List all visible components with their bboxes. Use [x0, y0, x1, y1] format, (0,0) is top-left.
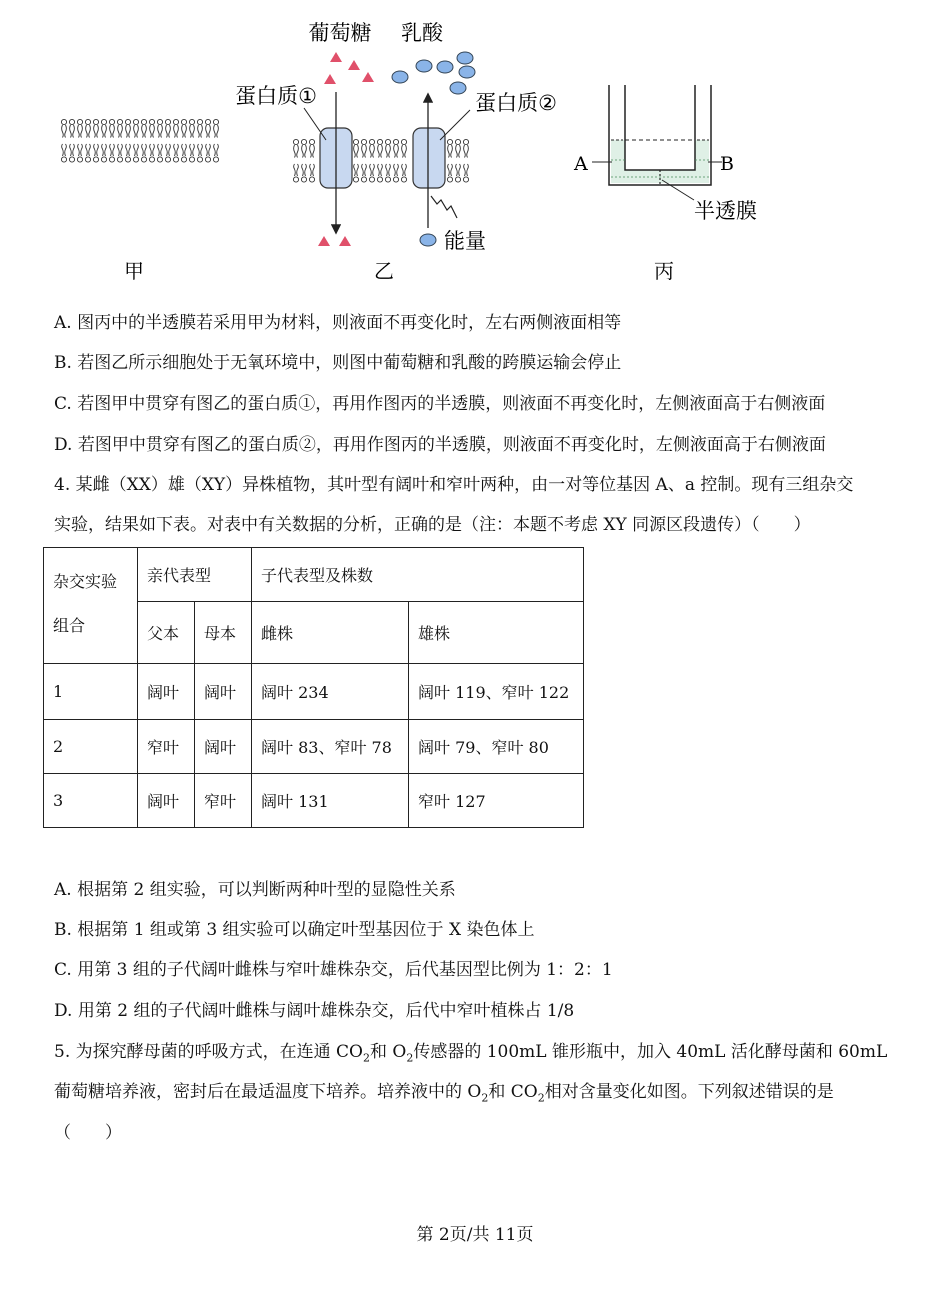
row-female: 阔叶 131 [252, 774, 409, 828]
row-father: 窄叶 [138, 720, 195, 774]
table-parents-header: 亲代表型 [138, 548, 252, 602]
row-mother: 阔叶 [195, 720, 252, 774]
group-header-line2: 组合 [53, 616, 86, 635]
q4-stem-line2: 实验，结果如下表。对表中有关数据的分析，正确的是（注：本题不考虑 XY 同源区段遗传）（ ） [54, 515, 811, 535]
energy-zigzag [431, 196, 457, 218]
side-b-label: B [720, 153, 734, 175]
bilayer-jia [61, 119, 218, 162]
u-tube [592, 85, 722, 200]
q5-stem-line1: 5. 为探究酵母菌的呼吸方式，在连通 $CO_2$和 $O_2$传感器的 100mL 锥形瓶中，加入 40mL 活化酵母菌和 60mL [54, 1042, 888, 1065]
page-footer: 第 2页/共 11页 [416, 1225, 534, 1245]
table-group-header [44, 548, 138, 664]
table-father-header: 父本 [138, 602, 195, 664]
side-a-label: A [574, 153, 588, 175]
q4-stem-line1: 4. 某雌（XX）雄（XY）异株植物，其叶型有阔叶和窄叶两种，由一对等位基因 A、a 控制。现有三组杂交 [54, 475, 854, 495]
row-male: 窄叶 127 [409, 774, 584, 828]
protein1-leader [304, 108, 326, 140]
row-female: 阔叶 234 [252, 664, 409, 720]
energy-label: 能量 [444, 229, 486, 253]
glucose-label: 葡萄糖 [308, 21, 372, 45]
protein2-label: 蛋白质② [475, 91, 557, 115]
row-male: 阔叶 119、窄叶 122 [409, 664, 584, 720]
q5-stem-line2: 葡萄糖培养液，密封后在最适温度下培养。培养液中的 $O_2$和 $CO_2$相对含量变化如图。下列叙述错误的是 [54, 1082, 834, 1105]
q4-option-d: D. 用第 2 组的子代阔叶雌株与阔叶雄株杂交，后代中窄叶植株占 1/8 [54, 1001, 575, 1021]
q5-stem-line3: （ ） [54, 1123, 122, 1143]
q3-option-a: A. 图丙中的半透膜若采用甲为材料，则液面不再变化时，左右两侧液面相等 [54, 313, 622, 333]
q4-option-a: A. 根据第 2 组实验，可以判断两种叶型的显隐性关系 [54, 880, 456, 900]
row-group: 2 [44, 720, 138, 774]
protein2-leader [440, 110, 470, 140]
table-offspring-header: 子代表型及株数 [252, 548, 584, 602]
row-male: 阔叶 79、窄叶 80 [409, 720, 584, 774]
row-group: 1 [44, 664, 138, 720]
q4-option-c: C. 用第 3 组的子代阔叶雌株与窄叶雄株杂交，后代基因型比例为 1：2：1 [54, 960, 613, 980]
table-row [44, 774, 584, 828]
group-header-line1: 杂交实验 [53, 572, 118, 591]
label-bing: 丙 [654, 259, 674, 283]
q3-option-c: C. 若图甲中贯穿有图乙的蛋白质①，再用作图丙的半透膜，则液面不再变化时，左侧液面高于右侧液面 [54, 394, 826, 414]
protein1-label: 蛋白质① [235, 84, 317, 108]
row-mother: 阔叶 [195, 664, 252, 720]
q3-option-b: B. 若图乙所示细胞处于无氧环境中，则图中葡萄糖和乳酸的跨膜运输会停止 [54, 353, 622, 373]
table-mother-header: 母本 [195, 602, 252, 664]
table-row [44, 664, 584, 720]
lactic-acid-label: 乳酸 [401, 21, 443, 45]
row-female: 阔叶 83、窄叶 78 [252, 720, 409, 774]
label-jia: 甲 [124, 259, 144, 283]
label-yi: 乙 [374, 259, 394, 283]
membrane-label: 半透膜 [694, 199, 757, 223]
row-mother: 窄叶 [195, 774, 252, 828]
row-father: 阔叶 [138, 664, 195, 720]
membrane-figure [0, 0, 950, 290]
row-father: 阔叶 [138, 774, 195, 828]
q3-option-d: D. 若图甲中贯穿有图乙的蛋白质②，再用作图丙的半透膜，则液面不再变化时，左侧液面高于右侧液面 [54, 435, 826, 455]
table-row [44, 720, 584, 774]
row-group: 3 [44, 774, 138, 828]
table-female-header: 雌株 [252, 602, 409, 664]
protein2-shape [413, 128, 445, 188]
q4-option-b: B. 根据第 1 组或第 3 组实验可以确定叶型基因位于 X 染色体上 [54, 920, 535, 940]
table-male-header: 雄株 [409, 602, 584, 664]
cross-results-table [43, 547, 584, 828]
